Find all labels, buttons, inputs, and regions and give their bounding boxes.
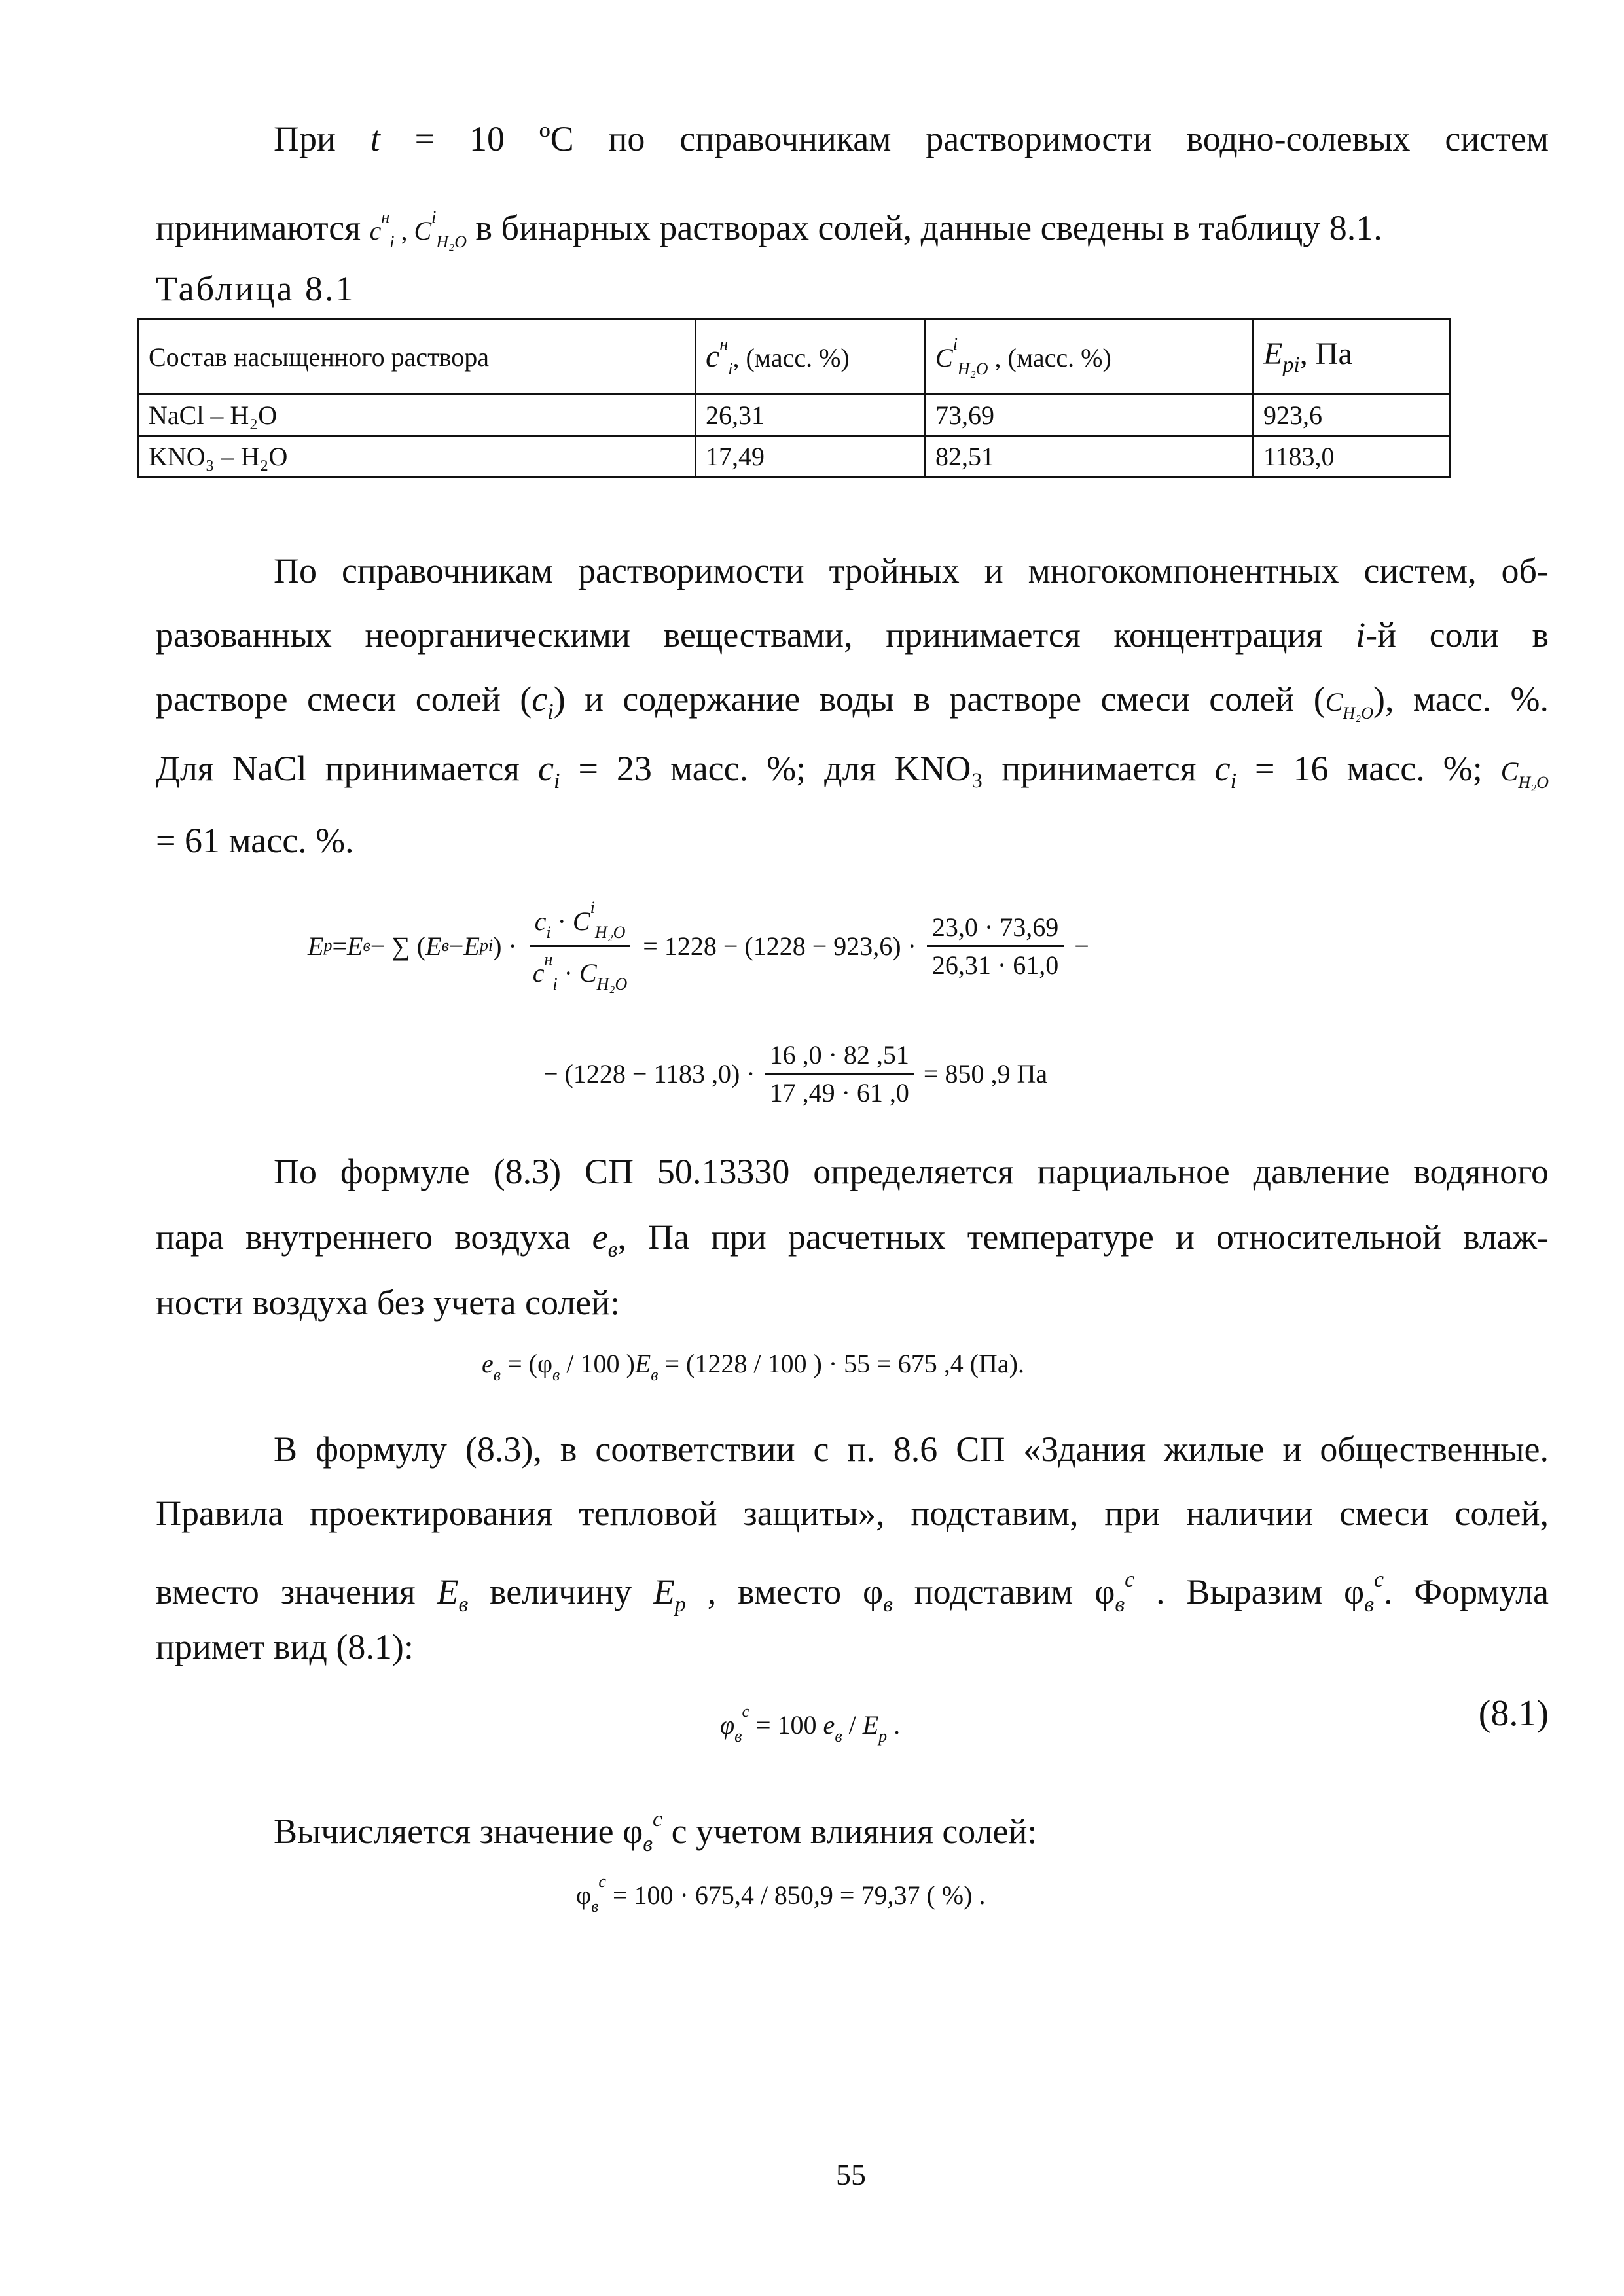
paragraph-4-line-1: В формулу (8.3), в соответствии с п. 8.6 СП «Здания жилые и общественные.	[274, 1429, 1549, 1469]
equation-2: − (1228 − 1183 ,0) · $\frac{16 ,0 \cdot 82 ,51}{17 ,49 \cdot 61 ,0}$ = 850 ,9 Па	[543, 1039, 1048, 1107]
equation-2-fraction: $\frac{16 ,0 \cdot 82 ,51}{17 ,49 \cdot 61 ,0}$	[765, 1039, 914, 1108]
table-header-row	[139, 319, 1451, 395]
paragraph-2-line-5: = 61 масс. %.	[156, 821, 354, 860]
cell-e: 923,6	[1254, 395, 1451, 436]
header-salt-concentration: $c^н_i$, (масс. %)	[696, 319, 926, 395]
equation-5: $\varphi_в^c = 100 \cdot 675,4 / 850,9 = 79,37$ ( %) .	[576, 1872, 986, 1916]
header-composition: Состав насыщенного раствора	[139, 319, 696, 395]
equation-number: (8.1)	[1478, 1693, 1549, 1734]
page-number: 55	[836, 2158, 866, 2191]
paragraph-2-line-4: Для NaCl принимается $c_i = 23$ масс. %; для KNO₃ принимается $c_i = 16$ масс. %; $C_{H_2O}$	[156, 749, 1549, 793]
paragraph-4-line-4: примет вид (8.1):	[156, 1627, 414, 1666]
cell-h2o: 82,51	[926, 436, 1254, 477]
paragraph-1-line-1: При t = 10 ºС по справочникам растворимости водно-солевых систем	[274, 119, 1549, 158]
cell-name: NaCl – H₂O	[139, 395, 696, 436]
equation-1-symbolic-fraction: $\frac{c_i \cdot C^i_{H_2O}}{c^н_i \cdot C_{H_2O}}$	[528, 898, 633, 994]
paragraph-2-line-1: По справочникам растворимости тройных и многокомпонентных систем, об-	[274, 551, 1549, 590]
paragraph-4-line-2: Правила проектирования тепловой защиты», подставим, при наличии смеси солей,	[156, 1494, 1549, 1533]
cell-c: 17,49	[696, 436, 926, 477]
header-water-content: $C^i_{H_2O}$ , (масс. %)	[926, 319, 1254, 395]
table-row	[139, 436, 1451, 477]
paragraph-5: Вычисляется значение $\varphi_в^c$ с учетом влияния солей:	[274, 1807, 1038, 1856]
header-vapor-pressure: $E_{pi}$, Па	[1254, 319, 1451, 395]
table-row	[139, 395, 1451, 436]
equation-4: $\varphi_в^c = 100$ $e_в / E_p$ .	[720, 1702, 901, 1746]
paragraph-1-line-2: принимаются $c^н_i$ , $C^i_{H_2O}$ в бинарных растворах солей, данные сведены в таблицу 8.1.	[156, 207, 1382, 251]
table-caption: Таблица 8.1	[156, 269, 355, 308]
cell-c: 26,31	[696, 395, 926, 436]
cell-h2o: 73,69	[926, 395, 1254, 436]
equation-3: $e_в = (\varphi_в / 100$ )$E_в = (1228 / 100$ ) · 55 = 675 ,4 (Па).	[482, 1349, 1024, 1384]
paragraph-2-line-3: растворе смеси солей $(c_i)$ и содержание воды в растворе смеси солей $(C_{H_2O})$, масс. %.	[156, 679, 1549, 724]
cell-name: KNO₃ – H₂O	[139, 436, 696, 477]
cell-e: 1183,0	[1254, 436, 1451, 477]
paragraph-3-line-1: По формуле (8.3) СП 50.13330 определяется парциальное давление водяного	[274, 1152, 1549, 1191]
equation-1: E p = E в − ∑ ( E в − E pi ) · $\frac{c_i \cdot C^i_{H_2O}}{c^н_i \cdot C_{H_2O}}$ = 1228 − (1228 − 923,6) · $\frac{23,0 \cdot 73,69}{26,31 \cdot 61,0}$ −	[308, 897, 1089, 994]
paragraph-3-line-2: пара внутреннего воздуха $e_в$, Па при расчетных температуре и относительной влаж-	[156, 1217, 1549, 1262]
paragraph-2-line-2: разованных неорганическими веществами, принимается концентрация i-й соли в	[156, 615, 1549, 655]
paragraph-4-line-3: вместо значения $E_в$ величину $E_p$ , вместо $\varphi_в$ подставим $\varphi_в^c$ . Выразим $\varphi_в^c$. Формула	[156, 1568, 1549, 1617]
equation-1-numeric-fraction: $\frac{23,0 \cdot 73,69}{26,31 \cdot 61,0}$	[927, 912, 1064, 980]
data-table	[137, 318, 1451, 478]
paragraph-3-line-3: ности воздуха без учета солей:	[156, 1283, 621, 1322]
